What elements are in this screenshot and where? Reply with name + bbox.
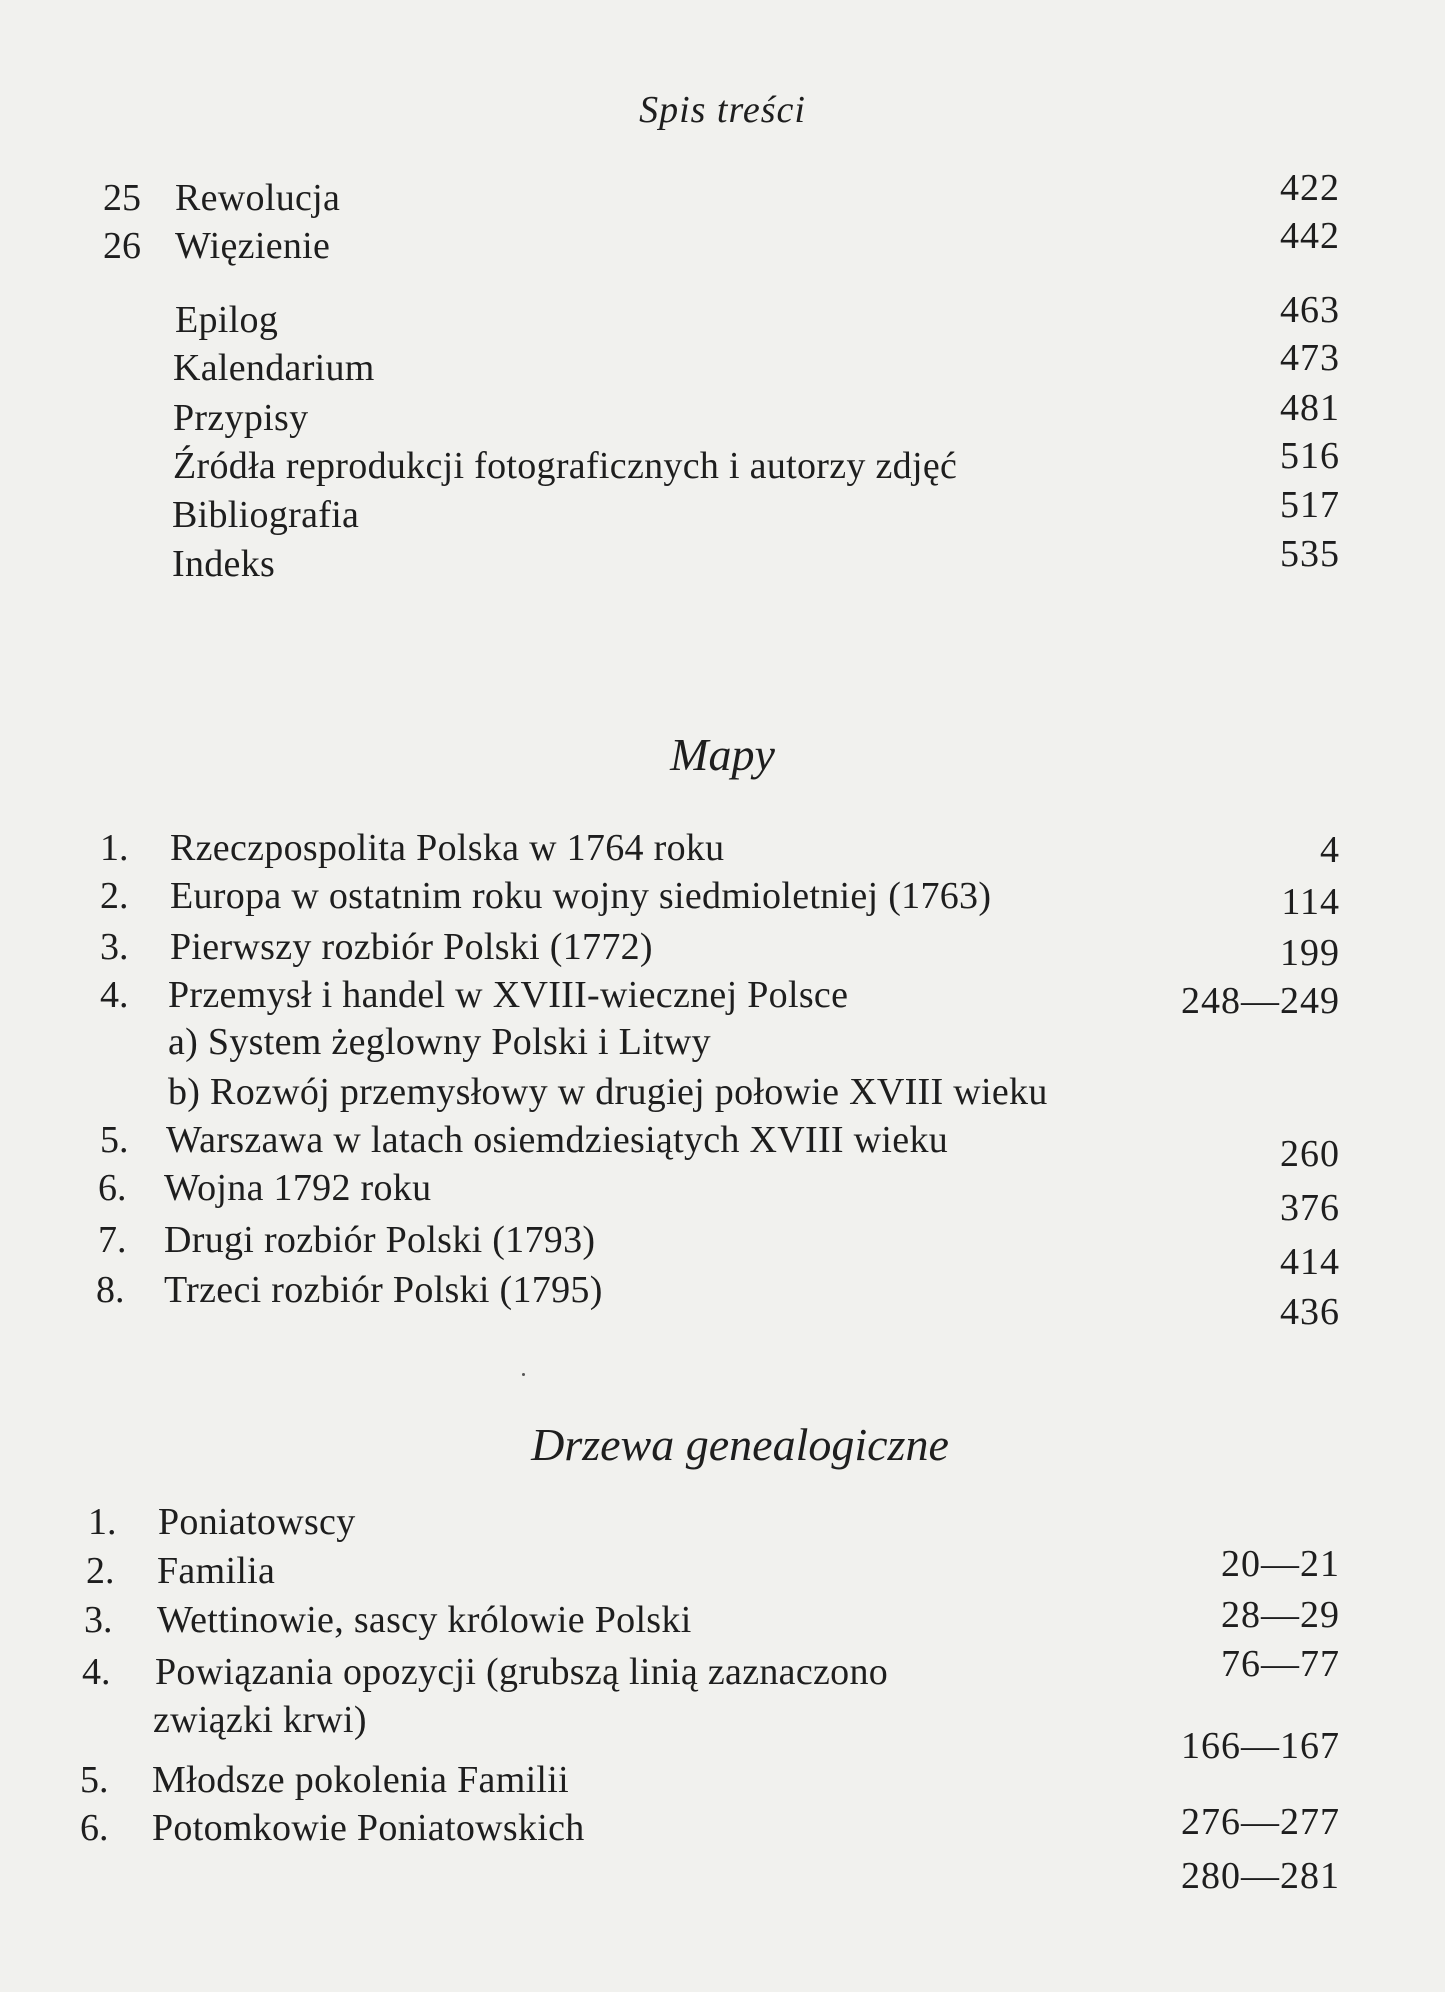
- list-item: [0, 1218, 1445, 1283]
- maps-heading: Mapy: [670, 729, 775, 780]
- list-item: [0, 167, 1445, 226]
- list-item: [0, 1166, 1445, 1229]
- item-number: 5.: [80, 1759, 109, 1801]
- item-title: Rzeczpospolita Polska w 1764 roku: [170, 827, 725, 869]
- item-page: 436: [1280, 1291, 1340, 1333]
- ink-dot: [522, 1373, 525, 1376]
- list-item: [0, 1070, 1445, 1120]
- item-number: 8.: [96, 1269, 125, 1311]
- item-title: Młodsze pokolenia Familii: [152, 1759, 570, 1801]
- item-page: 276—277: [1181, 1801, 1340, 1843]
- item-number: 1.: [88, 1501, 117, 1543]
- list-item: [0, 533, 1445, 592]
- item-page: 4: [1320, 829, 1340, 871]
- list-item: [0, 387, 1445, 446]
- item-title: Wojna 1792 roku: [164, 1167, 432, 1209]
- item-number: 1.: [100, 827, 129, 869]
- item-title: Europa w ostatnim roku wojny siedmioletniej (1763): [170, 875, 992, 917]
- item-page: 422: [1280, 167, 1340, 209]
- item-page: 535: [1280, 533, 1340, 575]
- item-page: 463: [1280, 289, 1340, 331]
- running-head: Spis treści: [639, 89, 806, 131]
- item-number: 7.: [98, 1219, 127, 1261]
- list-item: [0, 435, 1445, 494]
- item-title: b) Rozwój przemysłowy w drugiej połowie XVIII wieku: [168, 1071, 1048, 1113]
- item-page: 473: [1280, 337, 1340, 379]
- item-page: 76—77: [1221, 1643, 1340, 1685]
- item-page: 414: [1280, 1241, 1340, 1283]
- item-title: Indeks: [172, 543, 276, 585]
- list-item: [0, 973, 1445, 1023]
- item-number: 5.: [100, 1119, 129, 1161]
- list-item: [0, 1020, 1445, 1070]
- list-item: [0, 1118, 1445, 1175]
- item-title: Poniatowscy: [158, 1501, 356, 1543]
- item-title: Więzienie: [175, 225, 331, 267]
- item-page: 248—249: [1181, 980, 1340, 1022]
- list-item: [0, 826, 1445, 876]
- item-page: 20—21: [1221, 1543, 1340, 1585]
- list-item: [0, 337, 1445, 396]
- item-title: Familia: [157, 1550, 276, 1592]
- list-item: [0, 215, 1445, 274]
- item-page: 199: [1280, 932, 1340, 974]
- item-title: związki krwi): [153, 1699, 367, 1741]
- item-title: Bibliografia: [172, 494, 360, 536]
- item-title: Pierwszy rozbiór Polski (1772): [170, 926, 653, 968]
- item-number: 4.: [82, 1651, 111, 1693]
- item-number: 2.: [86, 1550, 115, 1592]
- item-title: Rewolucja: [175, 177, 341, 219]
- list-item: [0, 1806, 1445, 1897]
- item-page: 442: [1280, 215, 1340, 257]
- item-number: 3.: [84, 1599, 113, 1641]
- item-number: 6.: [98, 1167, 127, 1209]
- item-number: 25: [103, 177, 141, 219]
- item-page: 114: [1281, 881, 1340, 923]
- item-title: Przemysł i handel w XVIII-wiecznej Polsce: [168, 974, 849, 1016]
- item-page: 481: [1280, 387, 1340, 429]
- item-number: 2.: [100, 875, 129, 917]
- item-title: a) System żeglowny Polski i Litwy: [168, 1021, 711, 1063]
- item-page: 166—167: [1181, 1725, 1340, 1767]
- item-title: Potomkowie Poniatowskich: [152, 1807, 585, 1849]
- item-number: 3.: [100, 926, 129, 968]
- item-page: 376: [1280, 1187, 1340, 1229]
- item-title: Drugi rozbiór Polski (1793): [164, 1219, 596, 1261]
- item-number: 26: [103, 225, 141, 267]
- item-title: Przypisy: [173, 397, 309, 439]
- list-item: [0, 1650, 1445, 1700]
- item-title: Epilog: [175, 299, 279, 341]
- item-page: 28—29: [1221, 1594, 1340, 1636]
- item-title: Wettinowie, sascy królowie Polski: [157, 1599, 692, 1641]
- item-page: 260: [1280, 1133, 1340, 1175]
- list-item: [0, 1698, 1445, 1767]
- list-item: [0, 925, 1445, 975]
- list-item: [0, 874, 1445, 924]
- item-page: 517: [1280, 484, 1340, 526]
- list-item: [0, 289, 1445, 348]
- list-item: [0, 484, 1445, 543]
- list-item: [0, 1268, 1445, 1333]
- item-title: Powiązania opozycji (grubszą linią zaznaczono: [155, 1651, 889, 1693]
- item-title: Trzeci rozbiór Polski (1795): [164, 1269, 603, 1311]
- item-page: 280—281: [1181, 1855, 1340, 1897]
- item-title: Źródła reprodukcji fotograficznych i autorzy zdjęć: [173, 445, 958, 487]
- item-title: Kalendarium: [173, 347, 375, 389]
- item-number: 6.: [80, 1807, 109, 1849]
- item-page: 516: [1280, 435, 1340, 477]
- item-number: 4.: [100, 974, 129, 1016]
- trees-heading: Drzewa genealogiczne: [531, 1419, 949, 1470]
- item-title: Warszawa w latach osiemdziesiątych XVIII wieku: [166, 1119, 949, 1161]
